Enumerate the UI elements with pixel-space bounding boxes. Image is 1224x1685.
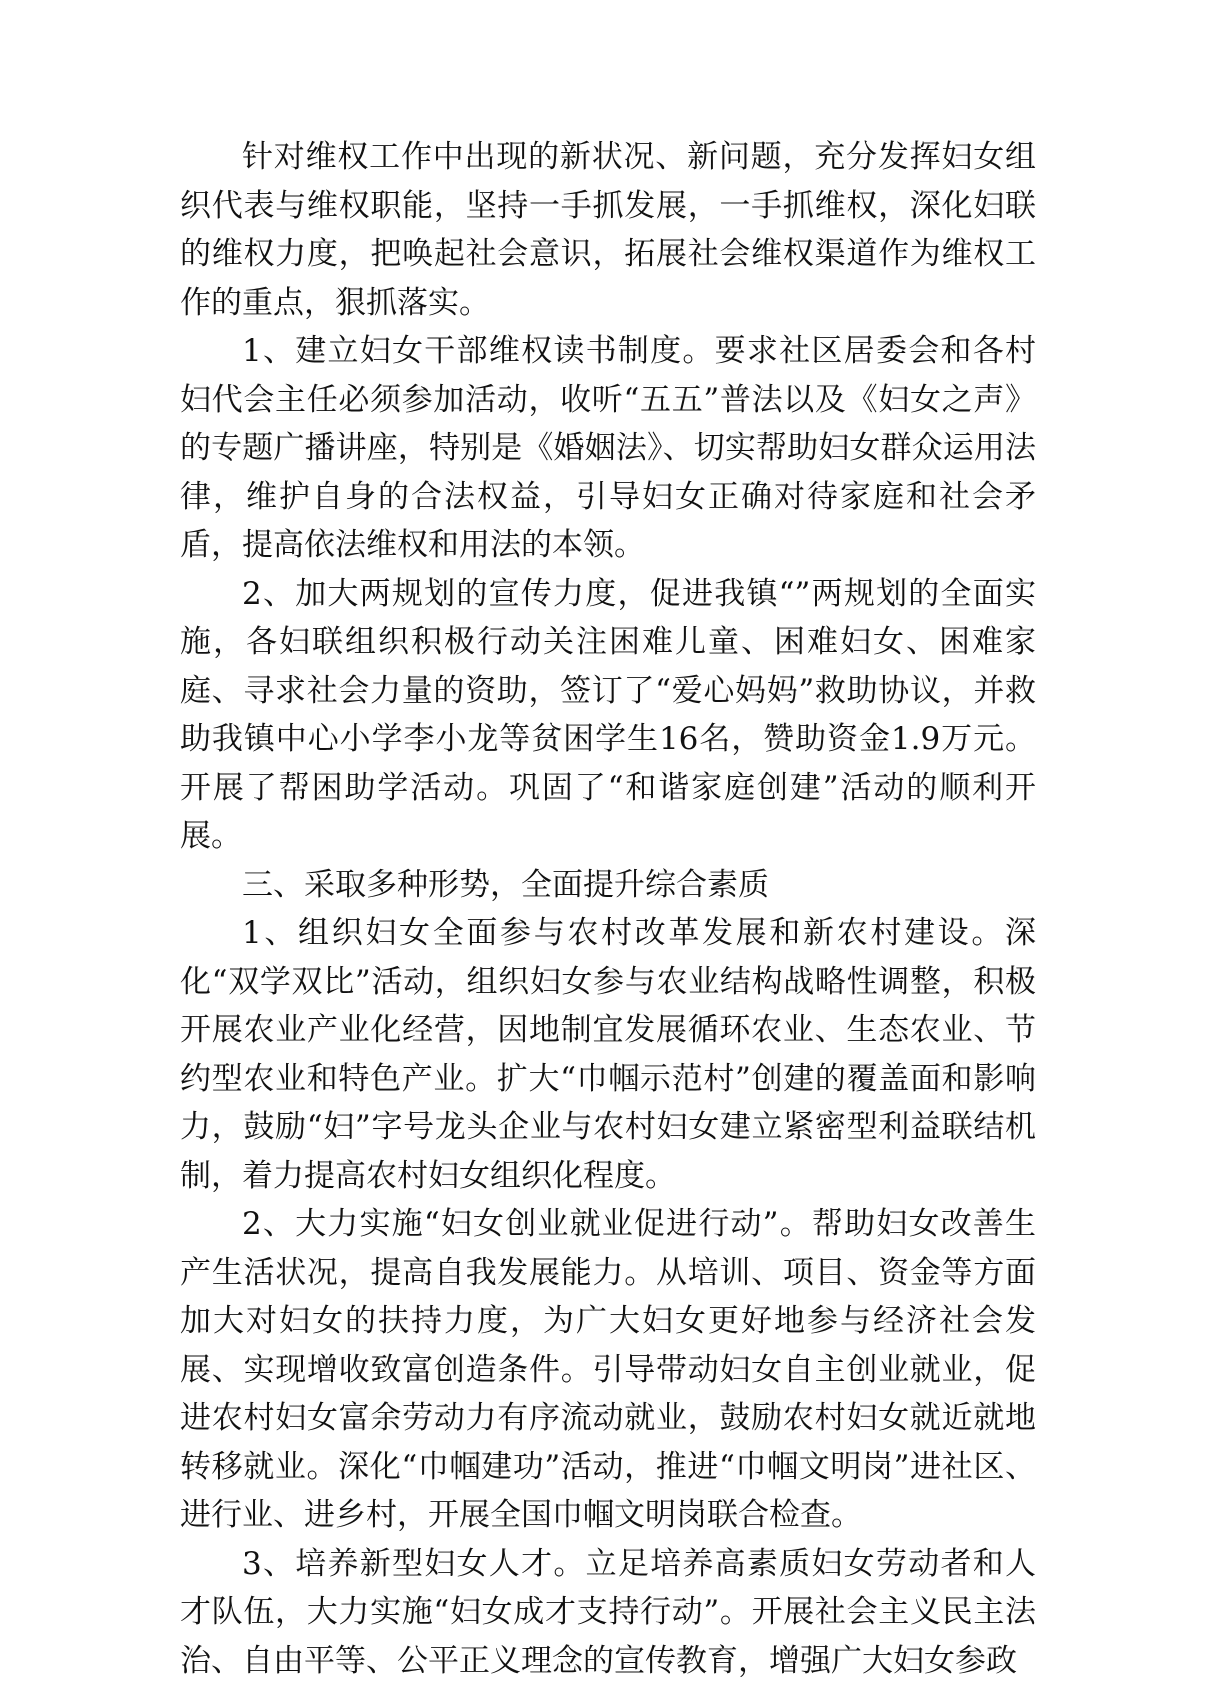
- paragraph-section3-item-1: 1、组织妇女全面参与农村改革发展和新农村建设。深化“双学双比”活动，组织妇女参与农业结构战略性调整，积极开展农业产业化经营，因地制宜发展循环农业、生态农业、节约型农业和特色产业。扩大“巾帼示范村”创建的覆盖面和影响力，鼓励“妇”字号龙头企业与农村妇女建立紧密型利益联结机制，着力提高农村妇女组织化程度。: [180, 909, 1036, 1200]
- paragraph-section3-item-3: 3、培养新型妇女人才。立足培养高素质妇女劳动者和人才队伍，大力实施“妇女成才支持行动”。开展社会主义民主法治、自由平等、公平正义理念的宣传教育，增强广大妇女参政: [180, 1540, 1036, 1685]
- section-heading-three: 三、采取多种形势，全面提升综合素质: [180, 861, 1036, 910]
- paragraph-section3-item-2: 2、大力实施“妇女创业就业促进行动”。帮助妇女改善生产生活状况，提高自我发展能力。从培训、项目、资金等方面加大对妇女的扶持力度，为广大妇女更好地参与经济社会发展、实现增收致富创造条件。引导带动妇女自主创业就业，促进农村妇女富余劳动力有序流动就业，鼓励农村妇女就近就地转移就业。深化“巾帼建功”活动，推进“巾帼文明岗”进社区、进行业、进乡村，开展全国巾帼文明岗联合检查。: [180, 1200, 1036, 1540]
- document-page: [180, 133, 1036, 1685]
- paragraph-item-2-two-plans: 2、加大两规划的宣传力度，促进我镇“”两规划的全面实施，各妇联组织积极行动关注困难儿童、困难妇女、困难家庭、寻求社会力量的资助，签订了“爱心妈妈”救助协议，并救助我镇中心小学李小龙等贫困学生16名，赞助资金1.9万元。开展了帮困助学活动。巩固了“和谐家庭创建”活动的顺利开展。: [180, 570, 1036, 861]
- paragraph-intro: 针对维权工作中出现的新状况、新问题，充分发挥妇女组织代表与维权职能，坚持一手抓发展，一手抓维权，深化妇联的维权力度，把唤起社会意识，拓展社会维权渠道作为维权工作的重点，狠抓落实。: [180, 133, 1036, 327]
- paragraph-item-1-reading-system: 1、建立妇女干部维权读书制度。要求社区居委会和各村妇代会主任必须参加活动，收听“五五”普法以及《妇女之声》的专题广播讲座，特别是《婚姻法》、切实帮助妇女群众运用法律，维护自身的合法权益，引导妇女正确对待家庭和社会矛盾，提高依法维权和用法的本领。: [180, 327, 1036, 570]
